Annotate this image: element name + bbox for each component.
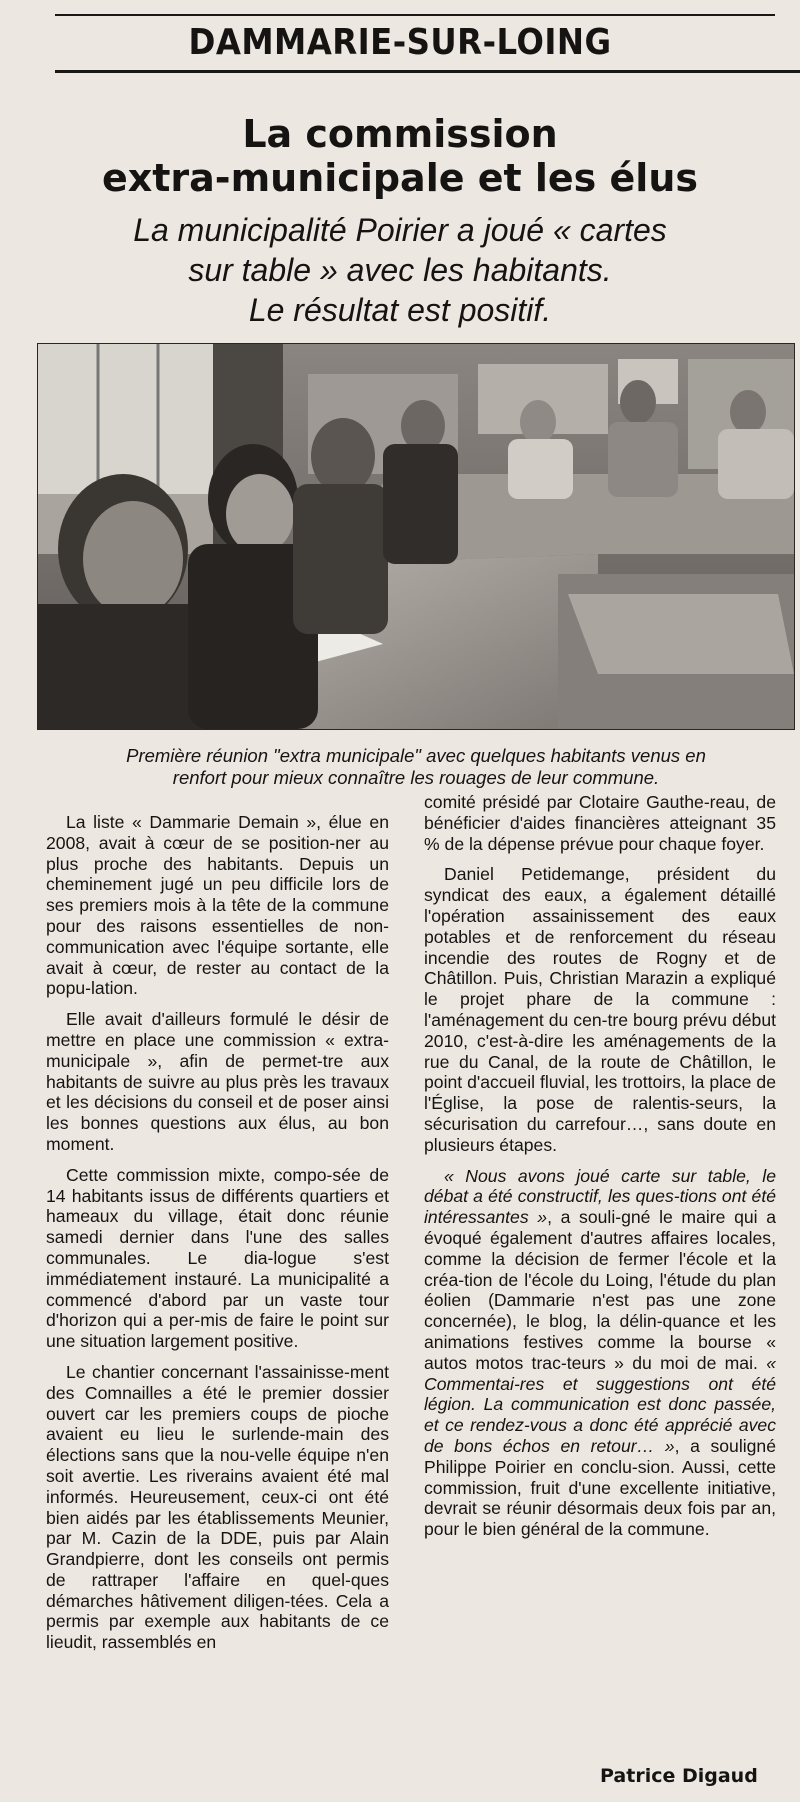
photo-caption-line-1: Première réunion "extra municipale" avec quelques habitants venus en xyxy=(126,745,706,766)
mayor-quote-1: « Nous avons joué carte sur table, le débat a été constructif, les ques-tions ont été intéressantes » xyxy=(424,1165,776,1228)
subhead-line-1: La municipalité Poirier a joué « cartes xyxy=(133,212,667,248)
left-paragraph-4: Le chantier concernant l'assainisse-ment des Comnailles a été le premier dossier ouvert car les premiers coups de pioche avaient eu lieu le surlende-main des élections sans que la nou-velle équipe n'en soit avertie. Les riverains avaient été mal informés. Heureusement, ceux-ci ont été bien aidés par les établissements Meunier, par M. Cazin de la DDE, puis par Alain Grandpierre, dont les conseils ont permis de rattraper l'affaire en quel-ques démarches hâtivement diligen-tées. Cela a permis par exemple aux habitants de ce lieudit, rassemblés en xyxy=(46,1361,389,1653)
subhead-line-3: Le résultat est positif. xyxy=(248,292,552,328)
right-paragraph-1: comité présidé par Clotaire Gauthe-reau, de bénéficier d'aides financières atteignant 35 % de la dépense prévue pour chaque foyer. xyxy=(424,792,776,854)
headline-line-2: extra-municipale et les élus xyxy=(101,156,699,200)
article-headline xyxy=(0,112,800,200)
left-paragraph-1: La liste « Dammarie Demain », élue en 2008, avait à cœur de se position-ner au plus proche des habitants. Depuis un cheminement jugé un peu difficile lors de ses premiers mois à la tête de la commune pour des raisons essentielles de non-communication avec l'équipe sortante, elle avait à cœur, de rester au contact de la popu-lation. xyxy=(46,812,389,999)
header-rule xyxy=(55,70,800,73)
right-paragraph-3 xyxy=(424,1166,776,1540)
article-column-left xyxy=(46,812,389,1663)
right-paragraph-3-text-1: , a souli-gné le maire qui a évoqué également d'autres affaires locales, comme la décision de fermer l'école et la créa-tion de l'école du Loing, l'étude du plan éolien (Dammarie n'est pas une zone concernée), le blog, la délin-quance et les animations festives comme la bourse « autos motos trac-teurs » du moi de mai. xyxy=(424,1207,776,1373)
headline-line-1: La commission xyxy=(242,112,558,156)
photo-caption-line-2: renfort pour mieux connaître les rouages de leur commune. xyxy=(172,767,660,788)
section-title: DAMMARIE-SUR-LOING xyxy=(188,22,612,63)
mayor-quote-2: « Commentai-res et suggestions ont été légion. La communication est donc passée, et ce rendez-vous a donc été apprécié avec de bons échos en retour… » xyxy=(424,1352,776,1456)
article-column-right xyxy=(424,792,776,1550)
meeting-photo-illustration xyxy=(38,344,794,729)
left-paragraph-3: Cette commission mixte, compo-sée de 14 habitants issus de différents quartiers et hameaux du village, était donc réunie samedi dernier dans l'une des salles communales. Le dia-logue s'est immédiatement instauré. La municipalité a commencé d'abord par un vaste tour d'horizon qui a per-mis de faire le point sur une situation largement positive. xyxy=(46,1164,389,1352)
subhead-line-2: sur table » avec les habitants. xyxy=(188,252,612,288)
right-paragraph-2: Daniel Petidemange, président du syndicat des eaux, a également détaillé l'opération assainissement des eaux potables et de renforcement du réseau incendie des routes de Rogny et de Châtillon. Puis, Christian Marazin a expliqué le projet phare de la commune : l'aménagement du cen-tre bourg prévu début 2010, c'est-à-dire les aménagements de la rue du Canal, de la route de Châtillon, le point d'accueil fluvial, les trottoirs, la place de l'Église, la pose de ralentis-seurs, la sécurisation du carrefour…, sans doute en plusieurs étapes. xyxy=(424,864,776,1155)
photo-caption xyxy=(40,745,792,789)
article-subhead xyxy=(20,210,780,330)
right-paragraph-3-text-2: , a souligné Philippe Poirier en conclu-sion. Aussi, cette commission, fruit d'une excellente initiative, devrait se réunir désormais deux fois par an, pour le bien général de la commune. xyxy=(424,1435,776,1540)
left-paragraph-2: Elle avait d'ailleurs formulé le désir de mettre en place une commission « extra-municipale », afin de permet-tre aux habitants de suivre au plus près les travaux et les décisions du conseil et de poser ainsi les bonnes questions aux élus, au bon moment. xyxy=(46,1009,389,1154)
article-author: Patrice Digaud xyxy=(600,1765,758,1787)
meeting-photo xyxy=(37,343,795,730)
top-rule xyxy=(55,14,775,16)
